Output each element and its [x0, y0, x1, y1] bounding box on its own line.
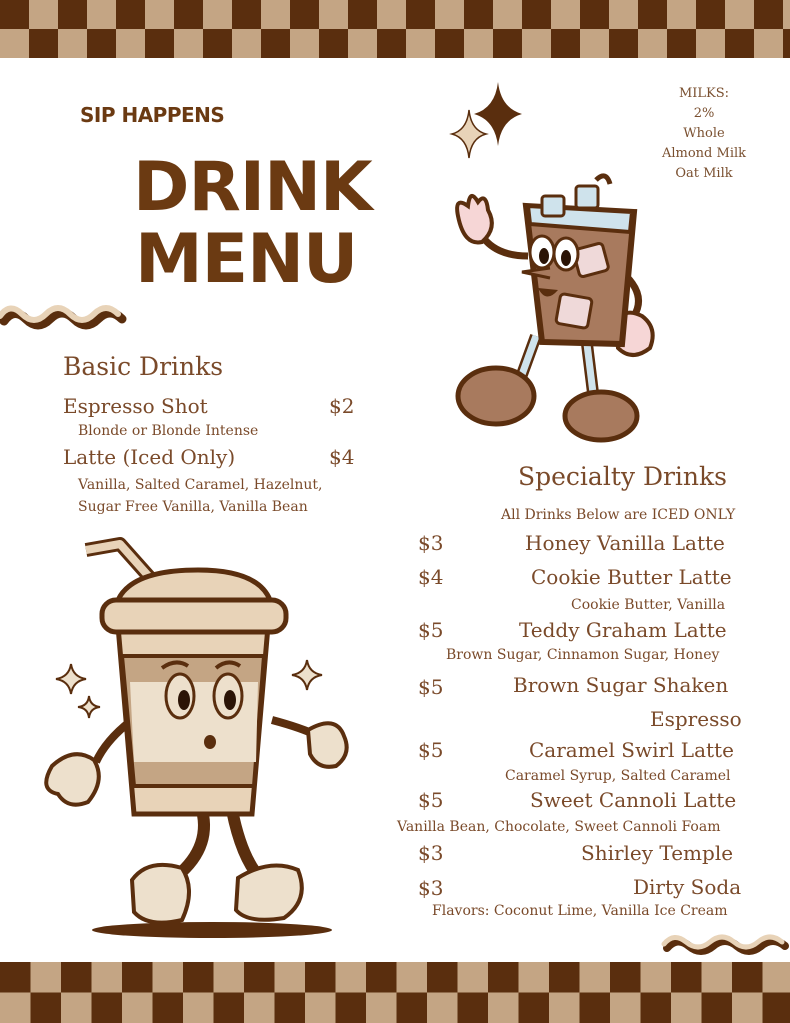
milk-item: 2% [693, 106, 715, 121]
checker-square [232, 29, 262, 58]
checker-square [427, 962, 458, 993]
checker-square [493, 29, 523, 58]
checker-square [464, 0, 494, 30]
page-title [133, 148, 372, 299]
checker-square [763, 962, 790, 993]
sparkle-icon [56, 664, 86, 694]
coffee-cup-mascot [22, 540, 362, 940]
checker-square [214, 962, 245, 993]
checker-square [92, 962, 123, 993]
milk-item: Oat Milk [675, 166, 733, 181]
checker-square [580, 962, 611, 993]
specialty-item-desc: Caramel Syrup, Salted Caramel [505, 768, 731, 784]
checker-square [519, 993, 550, 1023]
checker-square [580, 0, 610, 30]
checker-square [0, 29, 30, 58]
checker-square [31, 962, 62, 993]
checker-square [377, 29, 407, 58]
checker-square [145, 29, 175, 58]
checker-square [319, 29, 349, 58]
checker-square [732, 993, 763, 1023]
brand-name: SIP HAPPENS [80, 103, 225, 127]
checker-square [261, 0, 291, 30]
checker-square [183, 962, 214, 993]
checker-square [488, 993, 519, 1023]
milk-item: Almond Milk [661, 146, 747, 161]
checker-square [696, 0, 726, 30]
checker-square [397, 993, 428, 1023]
checker-square [261, 29, 291, 58]
checker-square [406, 0, 436, 30]
checker-square [116, 29, 146, 58]
checker-square [58, 29, 88, 58]
milks-list [652, 84, 756, 184]
checker-square [153, 962, 184, 993]
checker-square [638, 0, 668, 30]
specialty-item-name: Honey Vanilla Latte [525, 531, 725, 555]
checker-square [122, 993, 153, 1023]
checker-square [232, 0, 262, 30]
checker-square [29, 0, 59, 30]
checker-square [305, 993, 336, 1023]
checker-square [754, 29, 784, 58]
checker-square [31, 993, 62, 1023]
specialty-item-price: $5 [418, 675, 444, 699]
checker-square [783, 29, 790, 58]
specialty-item-name: Teddy Graham Latte [519, 618, 727, 642]
checker-square [435, 0, 465, 30]
checker-square [667, 0, 697, 30]
iced-coffee-mascot [446, 166, 666, 446]
wavy-line-right [660, 928, 790, 962]
wavy-line-left [0, 296, 130, 336]
checker-square [702, 993, 733, 1023]
checker-square [145, 0, 175, 30]
checker-square [641, 993, 672, 1023]
checker-square [0, 962, 31, 993]
checker-square [763, 993, 790, 1023]
checker-square [203, 0, 233, 30]
checker-square [580, 993, 611, 1023]
checker-square [610, 962, 641, 993]
specialty-item-name: Sweet Cannoli Latte [530, 788, 737, 812]
checker-square [377, 0, 407, 30]
checker-square [493, 0, 523, 30]
checker-square [638, 29, 668, 58]
checker-square [671, 993, 702, 1023]
specialty-item-desc: Brown Sugar, Cinnamon Sugar, Honey [446, 647, 720, 663]
checker-square [275, 962, 306, 993]
checker-square [29, 29, 59, 58]
checker-square [458, 962, 489, 993]
checker-square [488, 962, 519, 993]
checker-border-top [0, 0, 790, 58]
checker-square [725, 29, 755, 58]
checker-square [244, 993, 275, 1023]
checker-square [427, 993, 458, 1023]
title-line-2: MENU [135, 220, 358, 299]
checker-square [153, 993, 184, 1023]
checker-square [366, 993, 397, 1023]
checker-square [732, 962, 763, 993]
basic-item-desc: Blonde or Blonde Intense [78, 423, 259, 439]
checker-square [580, 29, 610, 58]
checker-square [549, 962, 580, 993]
specialty-item-desc: Cookie Butter, Vanilla [571, 597, 726, 613]
checker-square [435, 29, 465, 58]
checker-square [174, 29, 204, 58]
checker-square [522, 0, 552, 30]
specialty-item-name: Dirty Soda [633, 875, 742, 899]
title-line-1: DRINK [133, 148, 372, 227]
checker-square [0, 0, 30, 30]
checker-square [671, 962, 702, 993]
milk-item: Whole [683, 126, 725, 141]
checker-square [305, 962, 336, 993]
checker-square [183, 993, 214, 1023]
checker-square [610, 993, 641, 1023]
checker-square [348, 0, 378, 30]
checker-square [667, 29, 697, 58]
checker-square [725, 0, 755, 30]
milks-heading: MILKS: [678, 86, 730, 101]
checker-square [319, 0, 349, 30]
specialty-item-price: $3 [418, 841, 444, 865]
checker-square [551, 0, 581, 30]
specialty-item-name: Brown Sugar Shaken [513, 673, 729, 697]
checker-square [702, 962, 733, 993]
specialty-item-price: $3 [418, 876, 444, 900]
checker-square [519, 962, 550, 993]
checker-square [406, 29, 436, 58]
specialty-item-name: Caramel Swirl Latte [529, 738, 734, 762]
basic-item-price: $4 [329, 445, 355, 469]
checker-square [122, 962, 153, 993]
checker-square [174, 0, 204, 30]
checker-square [336, 962, 367, 993]
specialty-drinks-title: Specialty Drinks [518, 462, 728, 491]
specialty-item-desc: Vanilla Bean, Chocolate, Sweet Cannoli Foam [397, 819, 721, 835]
checker-square [783, 0, 790, 30]
checker-square [0, 993, 31, 1023]
checker-square [275, 993, 306, 1023]
checker-square [336, 993, 367, 1023]
checker-square [696, 29, 726, 58]
sparkle-icon [78, 696, 100, 718]
specialty-subtitle: All Drinks Below are ICED ONLY [501, 507, 736, 523]
checker-border-bottom [0, 962, 790, 1023]
sparkle-icon [292, 660, 322, 690]
checker-square [214, 993, 245, 1023]
specialty-item-name: Shirley Temple [581, 841, 734, 865]
specialty-item-name-cont: Espresso [650, 707, 742, 731]
checker-square [61, 962, 92, 993]
checker-square [397, 962, 428, 993]
basic-item-desc: Sugar Free Vanilla, Vanilla Bean [78, 499, 308, 515]
basic-item-desc: Vanilla, Salted Caramel, Hazelnut, [78, 477, 323, 493]
checker-square [58, 0, 88, 30]
checker-square [754, 0, 784, 30]
checker-square [366, 962, 397, 993]
checker-square [290, 29, 320, 58]
checker-square [348, 29, 378, 58]
checker-square [464, 29, 494, 58]
specialty-item-price: $3 [418, 531, 444, 555]
specialty-item-price: $5 [418, 618, 444, 642]
checker-square [522, 29, 552, 58]
checker-square [61, 993, 92, 1023]
specialty-item-price: $5 [418, 738, 444, 762]
checker-square [551, 29, 581, 58]
specialty-item-price: $4 [418, 565, 444, 589]
checker-square [116, 0, 146, 30]
basic-item-name: Espresso Shot [63, 394, 208, 418]
basic-item-price: $2 [329, 394, 355, 418]
checker-square [458, 993, 489, 1023]
sparkle-icon [452, 110, 486, 158]
checker-square [290, 0, 320, 30]
specialty-item-desc: Flavors: Coconut Lime, Vanilla Ice Cream [432, 903, 728, 919]
checker-square [549, 993, 580, 1023]
basic-drinks-title: Basic Drinks [63, 352, 224, 381]
checker-square [609, 0, 639, 30]
basic-item-name: Latte (Iced Only) [63, 445, 236, 469]
checker-square [244, 962, 275, 993]
checker-square [609, 29, 639, 58]
specialty-item-name: Cookie Butter Latte [531, 565, 732, 589]
checker-square [203, 29, 233, 58]
specialty-item-price: $5 [418, 788, 444, 812]
checker-square [87, 29, 117, 58]
checker-square [92, 993, 123, 1023]
checker-square [641, 962, 672, 993]
checker-square [87, 0, 117, 30]
